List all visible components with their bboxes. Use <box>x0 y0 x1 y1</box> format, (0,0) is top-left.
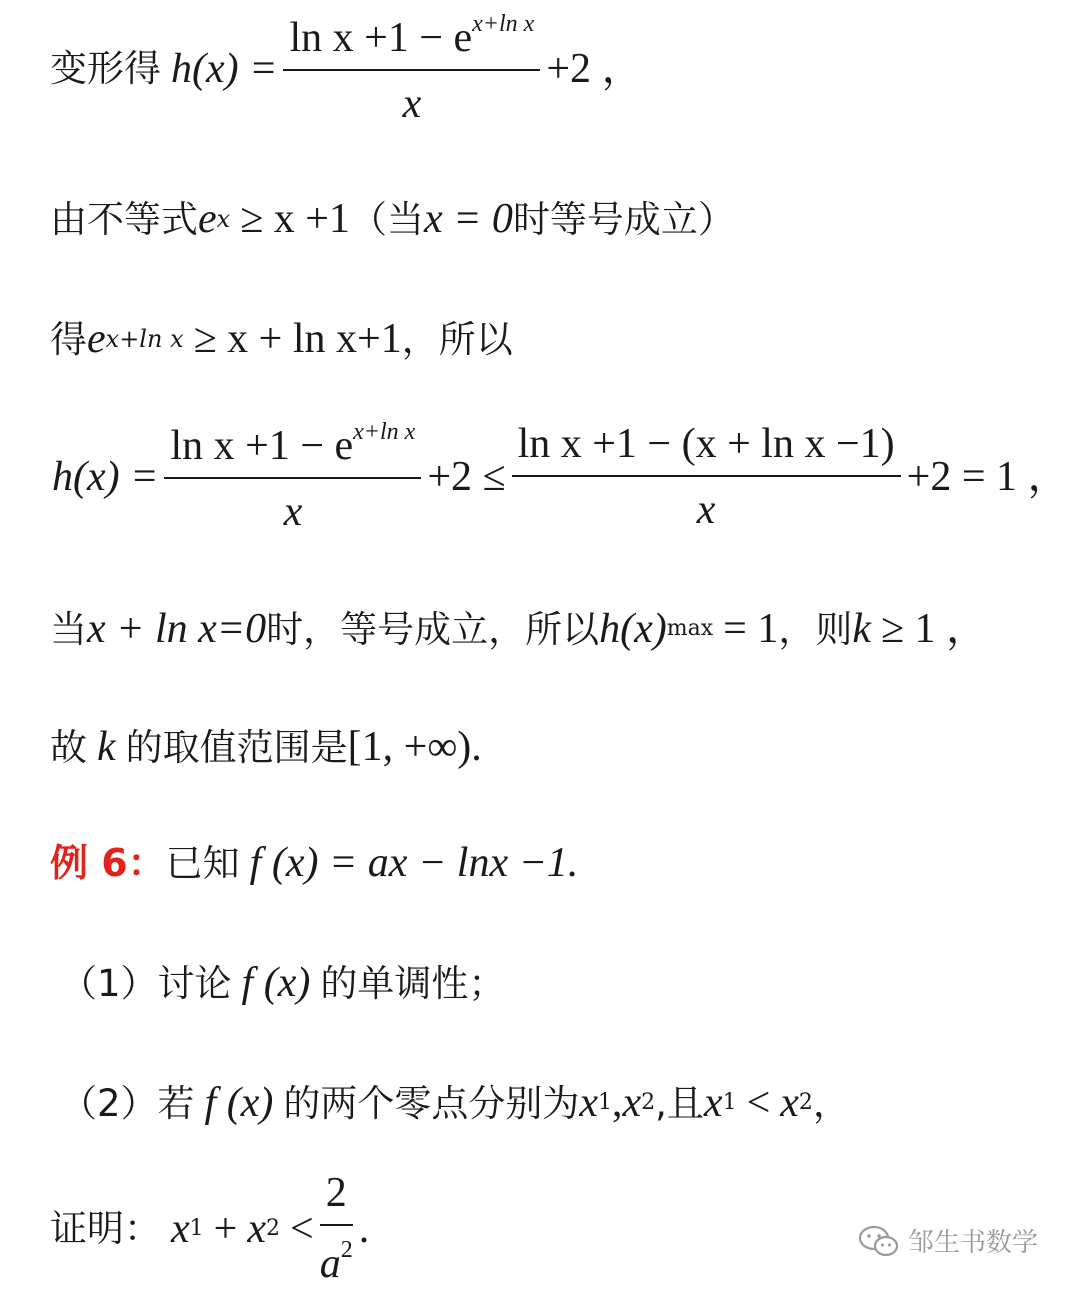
line-9-x1: x <box>579 1080 598 1126</box>
line-7-function: f (x) = ax − lnx −1. <box>249 840 579 886</box>
line-10 <box>50 1172 369 1285</box>
line-9-x2b: x <box>780 1080 799 1126</box>
line-9-function: f (x) <box>204 1080 274 1126</box>
line-2-paren: （当 <box>349 197 424 241</box>
line-3-e: e <box>87 316 106 362</box>
line-10-less-than: < <box>290 1205 314 1252</box>
line-9-sub-1: 1 <box>598 1090 612 1115</box>
line-10-plus: + <box>213 1205 238 1252</box>
line-7-text: 已知 <box>165 841 240 885</box>
line-4-tail: +2 = 1 ， <box>906 453 1070 500</box>
line-6-range: [1, +∞). <box>347 724 482 770</box>
example-label: 例 6： <box>50 841 166 885</box>
line-9-text-2: 的两个零点分别为 <box>283 1081 580 1125</box>
line-3-exponent: x+ln x <box>105 325 184 353</box>
line-4-fraction-1 <box>164 420 421 533</box>
line-5-subscript: max <box>666 616 714 641</box>
line-3-relation: ≥ x + ln x+1 <box>193 316 402 362</box>
line-4-middle: +2 ≤ <box>427 453 506 500</box>
line-9 <box>60 1082 850 1124</box>
wechat-icon <box>858 1224 900 1258</box>
line-8 <box>60 962 505 1004</box>
line-5-k: k <box>852 606 871 652</box>
line-9-x2: x <box>622 1080 642 1126</box>
line-5-equals: = 1 <box>723 606 779 652</box>
line-9-sub-1b: 1 <box>722 1090 737 1115</box>
line-4-numerator-1: ln x +1 − e <box>170 423 354 469</box>
line-6-prefix: 故 <box>50 725 87 769</box>
line-4-numerator-2: ln x +1 − (x + ln x −1) <box>517 420 895 467</box>
line-8-text-2: 的单调性； <box>320 961 506 1005</box>
line-1-numerator: ln x +1 − e <box>289 15 473 61</box>
line-1-tail: +2 ， <box>546 45 644 92</box>
line-10-sub-1: 1 <box>189 1215 204 1241</box>
line-9-end: ， <box>812 1081 850 1125</box>
line-9-comma: , <box>612 1080 623 1126</box>
line-1-lhs: h(x) = <box>171 45 278 92</box>
line-6-text: 的取值范围是 <box>125 725 348 769</box>
line-9-sub-2: 2 <box>641 1090 656 1115</box>
line-10-fraction <box>320 1172 353 1285</box>
line-5-prefix: 当 <box>50 607 87 651</box>
line-9-sub-2b: 2 <box>798 1090 813 1115</box>
line-1-fraction <box>283 12 540 125</box>
line-3-suffix: ，所以 <box>401 317 513 361</box>
line-4-denominator-2: x <box>696 486 716 533</box>
line-10-sub-2: 2 <box>266 1215 280 1241</box>
line-9-text-1: （2）若 <box>60 1081 195 1125</box>
line-5-text-2: ，则 <box>778 607 853 651</box>
line-7 <box>50 842 578 884</box>
line-5-expression: x + ln x=0 <box>87 606 267 652</box>
line-4-fraction-2 <box>512 420 901 533</box>
line-2-exponent: x <box>216 205 231 233</box>
line-2-prefix: 由不等式 <box>50 197 198 241</box>
line-2-condition: x = 0 <box>423 196 513 242</box>
line-5-text-1: 时，等号成立，所以 <box>266 607 600 651</box>
line-2-relation: ≥ x +1 <box>240 196 350 242</box>
line-10-x2: x <box>247 1205 266 1252</box>
line-9-less-than: < <box>746 1080 771 1126</box>
line-9-text-3: ,且 <box>655 1081 704 1125</box>
line-6-k: k <box>97 724 116 770</box>
line-5 <box>50 608 988 650</box>
line-4 <box>52 420 1070 533</box>
line-10-den-exponent: 2 <box>340 1237 353 1263</box>
line-5-h: h(x) <box>599 606 667 652</box>
watermark <box>858 1222 1038 1259</box>
line-2-suffix: 时等号成立） <box>512 197 735 241</box>
line-4-exponent: x+ln x <box>353 419 416 445</box>
line-2-e: e <box>198 196 217 242</box>
line-1-exponent: x+ln x <box>472 11 535 37</box>
line-9-x1b: x <box>703 1080 723 1126</box>
line-1-denominator: x <box>402 81 422 127</box>
line-8-function: f (x) <box>241 960 311 1006</box>
line-5-relation: ≥ 1 ， <box>881 606 989 652</box>
line-8-text-1: （1）讨论 <box>60 961 232 1005</box>
line-3-prefix: 得 <box>50 317 87 361</box>
line-1 <box>50 12 644 125</box>
line-4-denominator-1: x <box>283 489 303 535</box>
line-3 <box>50 318 513 360</box>
line-10-x1: x <box>171 1205 190 1252</box>
line-10-denominator: a <box>319 1241 341 1287</box>
line-10-end: . <box>358 1205 370 1252</box>
line-6 <box>50 726 482 768</box>
line-2 <box>50 198 735 240</box>
line-4-lhs: h(x) = <box>52 453 159 500</box>
line-10-numerator: 2 <box>325 1170 347 1216</box>
line-1-prefix: 变形得 <box>50 47 161 90</box>
line-10-text: 证明： <box>50 1207 161 1250</box>
watermark-text: 邹生书数学 <box>908 1228 1039 1258</box>
